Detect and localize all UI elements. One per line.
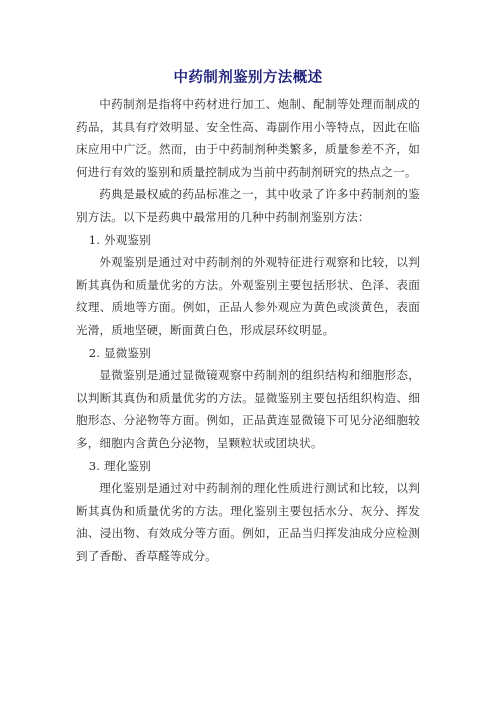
intro-paragraph: 中药制剂是指将中药材进行加工、炮制、配制等处理而制成的药品，其具有疗效明显、安全性高、毒副作用小等特点，因此在临床应用中广泛。然而，由于中药制剂种类繁多，质量参差不齐，如何进行有效的鉴别和质量控制成为当前中药制剂研究的热点之一。	[76, 97, 420, 179]
section-heading-microscopic: 2. 显微鉴别	[88, 345, 151, 360]
microscopic-paragraph: 显微鉴别是通过显微镜观察中药制剂的组织结构和细胞形态，以判断其真伪和质量优劣的方法。显微鉴别主要包括组织构造、细胞形态、分泌物等方面。例如，正品黄连显微镜下可见分泌细胞较多，细胞内含黄色分泌物，呈颗粒状或团块状。	[76, 368, 420, 450]
pharmacopoeia-paragraph: 药典是最权威的药品标准之一，其中收录了许多中药制剂的鉴别方法。以下是药典中最常用的几种中药制剂鉴别方法：	[76, 187, 420, 224]
appearance-paragraph: 外观鉴别是通过对中药制剂的外观特征进行观察和比较，以判断其真伪和质量优劣的方法。外观鉴别主要包括形状、色泽、表面纹理、质地等方面。例如，正品人参外观应为黄色或淡黄色，表面光滑，质地坚硬，断面黄白色，形成层环纹明显。	[76, 255, 420, 337]
document-body	[76, 93, 420, 567]
document-title: 中药制剂鉴别方法概述	[173, 70, 323, 86]
section-heading-appearance: 1. 外观鉴别	[88, 232, 151, 247]
section-heading-physicochemical: 3. 理化鉴别	[88, 458, 151, 473]
physicochemical-paragraph: 理化鉴别是通过对中药制剂的理化性质进行测试和比较，以判断其真伪和质量优劣的方法。理化鉴别主要包括水分、灰分、挥发油、浸出物、有效成分等方面。例如，正品当归挥发油成分应检测到了香酚、香草醛等成分。	[76, 481, 420, 563]
